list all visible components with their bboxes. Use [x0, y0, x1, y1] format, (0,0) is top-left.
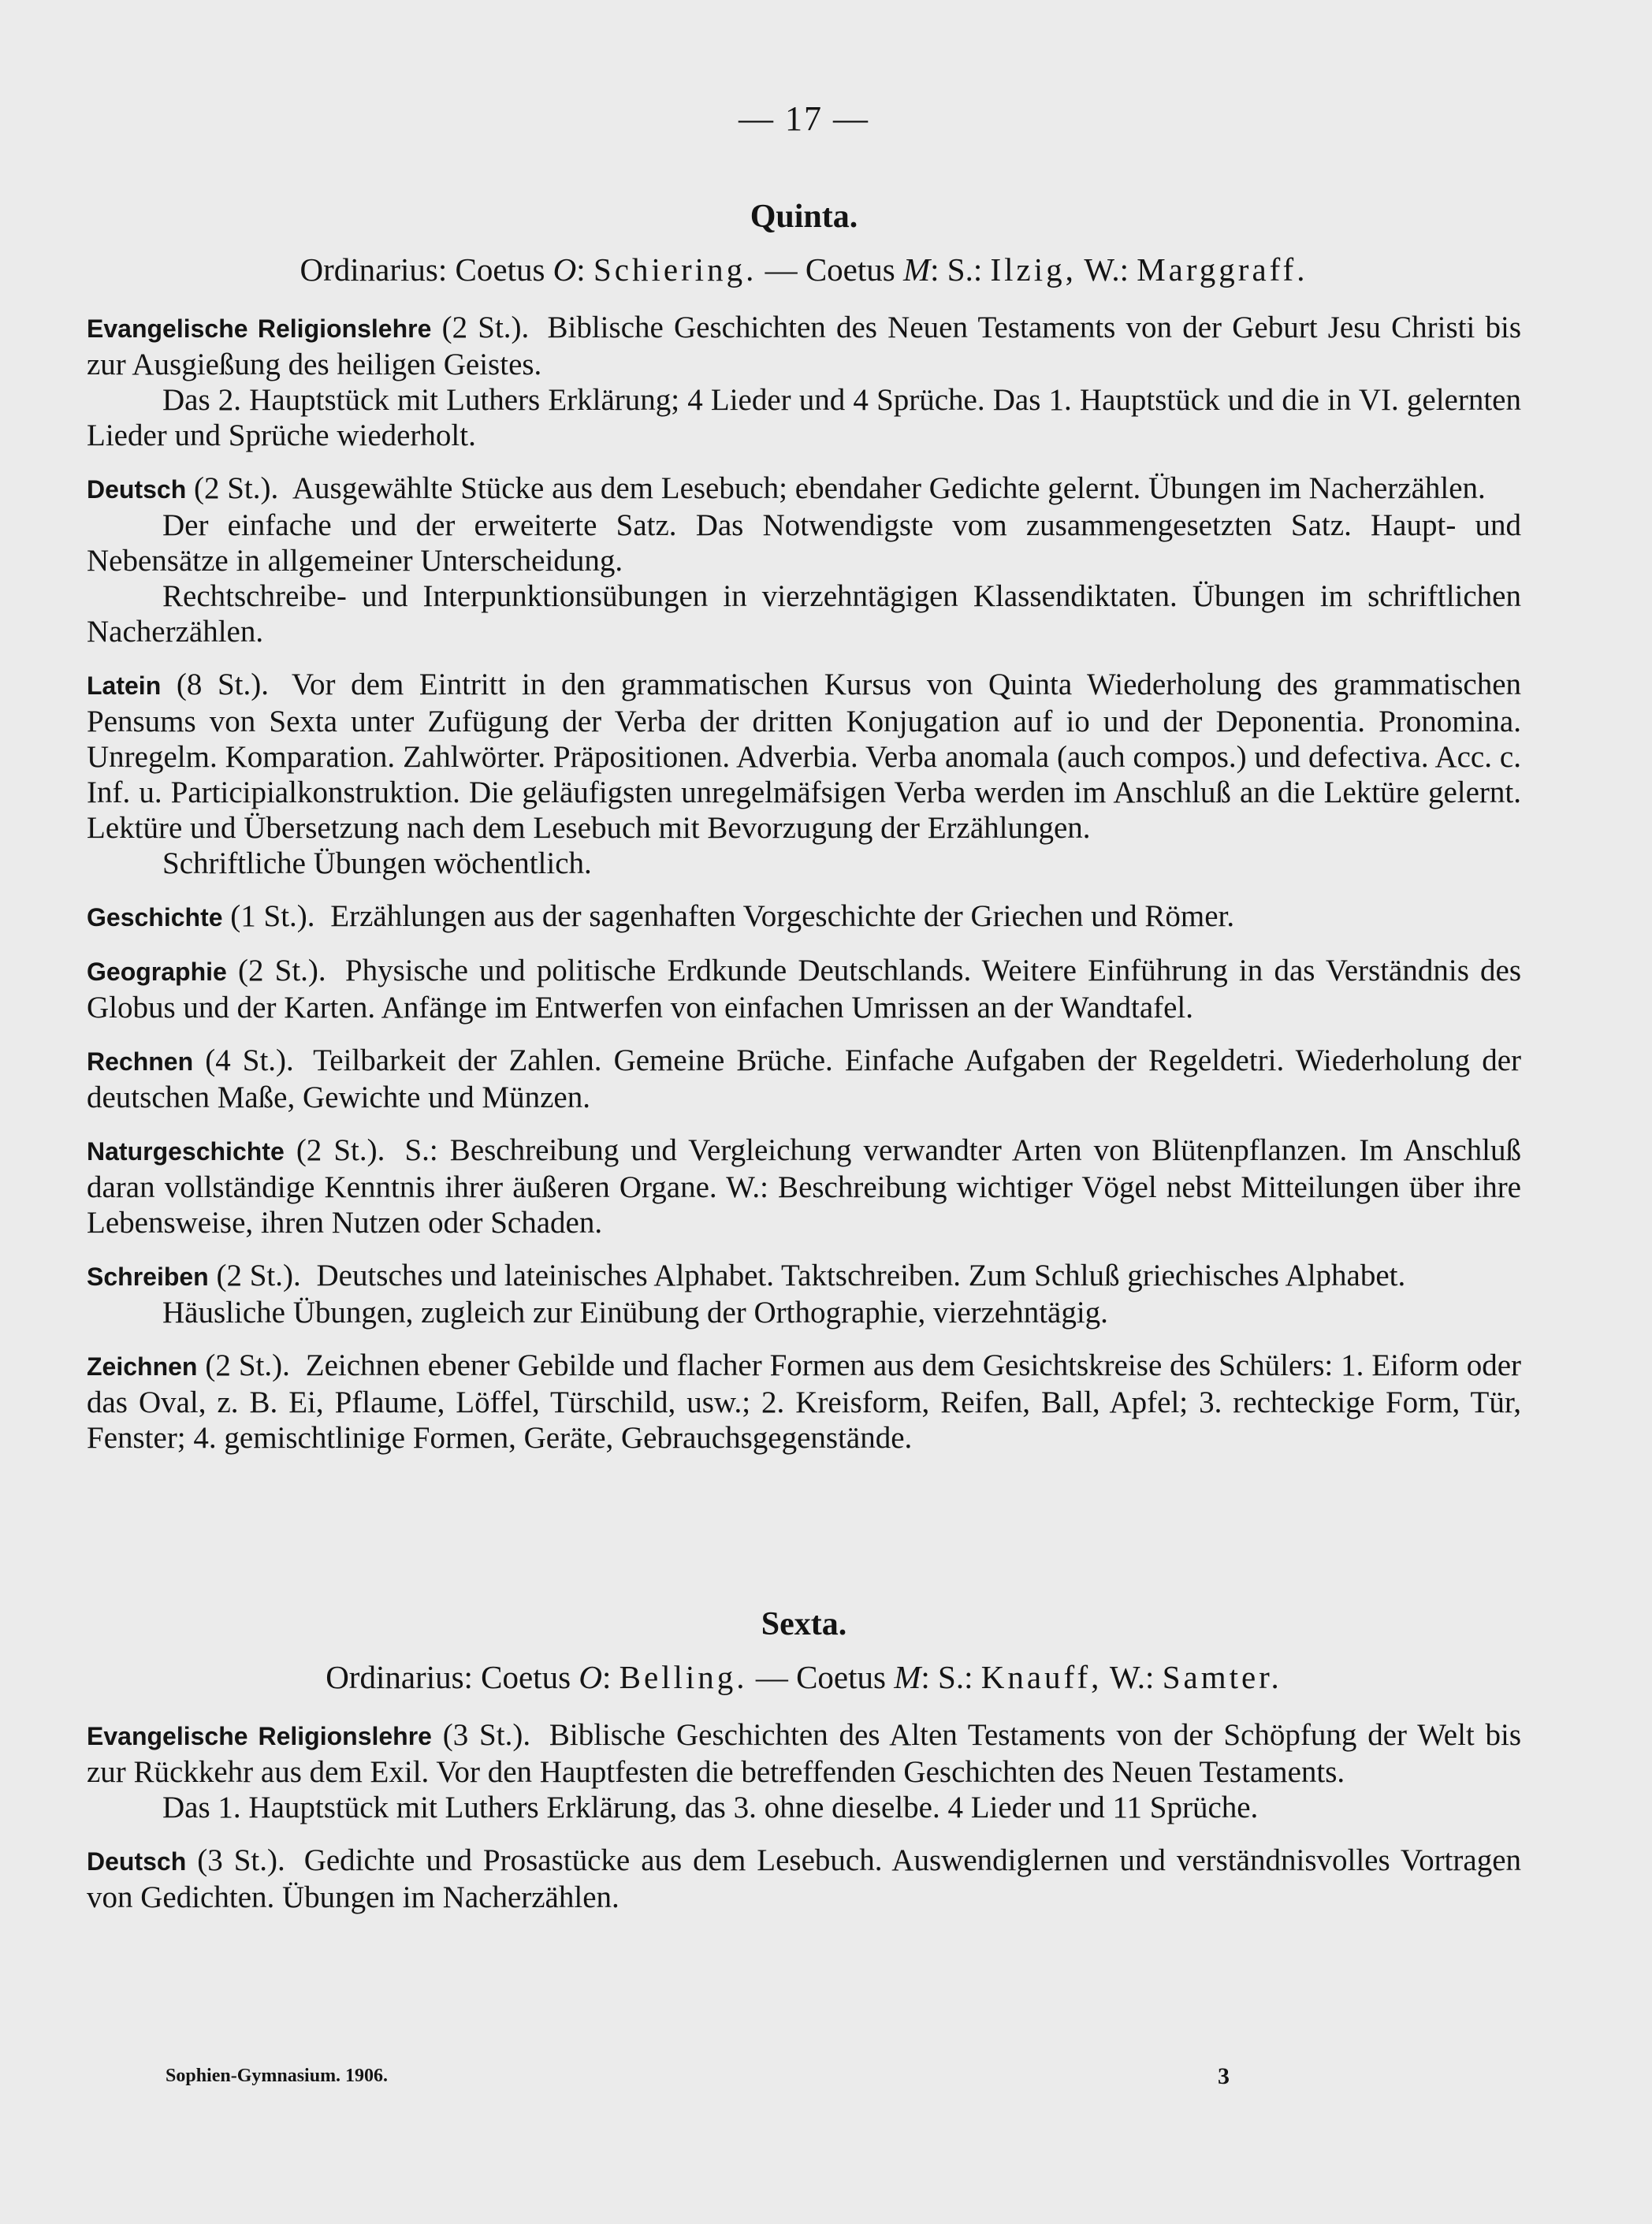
- ordinarius-prefix: Ordinarius: Coetus: [326, 1659, 579, 1695]
- subject-hours: (1 St.).: [230, 899, 315, 933]
- subject-block: [87, 1043, 1521, 1115]
- ordinarius-line: Ordinarius: Coetus O: Belling. — Coetus M: S.: Knauff, W.: Samter.: [326, 1659, 1282, 1695]
- section-0: [87, 199, 1521, 1456]
- subject-paragraph: [87, 1348, 1521, 1456]
- page-content: [87, 101, 1521, 1932]
- subject-name: Deutsch: [87, 1847, 187, 1876]
- subject-name: Evangelische Religionslehre: [87, 314, 432, 343]
- ordinarius-mid: — Coetus: [757, 251, 903, 288]
- subject-hours: (2 St.).: [194, 471, 279, 505]
- subject-text: Erzählungen aus der sagenhaften Vorgeschichte der Griechen und Römer.: [330, 899, 1235, 933]
- subject-text: Ausgewählte Stücke aus dem Lesebuch; ebendaher Gedichte gelernt. Übungen im Nacherzählen.: [292, 471, 1486, 505]
- subject-paragraph: [87, 1132, 1521, 1240]
- coetus-m-label: M: [894, 1659, 921, 1695]
- subject-paragraph: [87, 310, 1521, 382]
- subject-name: Rechnen: [87, 1047, 194, 1076]
- subject-hours: (2 St.).: [216, 1259, 301, 1292]
- subject-subparagraph: Das 2. Hauptstück mit Luthers Erklärung; 4 Lieder und 4 Sprüche. Das 1. Hauptstück und die in VI. gelernten Lieder und Sprüche wiederholt.: [87, 383, 1521, 452]
- subject-text: Teilbarkeit der Zahlen. Gemeine Brüche. Einfache Aufgaben der Regeldetri. Wiederholung der deutschen Maße, Gewichte und Münzen.: [87, 1043, 1522, 1114]
- subject-hours: (2 St.).: [441, 311, 530, 344]
- sections-container: [87, 199, 1521, 1915]
- subject-block: [87, 667, 1521, 881]
- subject-block: [87, 898, 1521, 935]
- subject-paragraph: [87, 898, 1521, 935]
- coetus-o-teacher: Schiering.: [593, 251, 757, 288]
- winter-teacher: Marggraff.: [1137, 251, 1308, 288]
- section-1: [87, 1607, 1521, 1915]
- subject-block: [87, 1717, 1521, 1825]
- subject-text: Zeichnen ebener Gebilde und flacher Formen aus dem Gesichtskreise des Schülers: 1. Eiform oder das Oval, z. B. Ei, Pflaume, Löffel, Türschild, usw.; 2. Kreisform, Reifen, Ball, Apfel; 3. rechteckige Form, Tür, Fenster; 4. gemischtlinige Formen, Geräte, Gebrauchsgegenstände.: [87, 1348, 1522, 1455]
- subject-name: Evangelische Religionslehre: [87, 1722, 432, 1750]
- ordinarius-prefix: Ordinarius: Coetus: [300, 251, 553, 288]
- coetus-o-label: O: [553, 251, 577, 288]
- subject-block: [87, 1843, 1521, 1915]
- page-number: — 17 —: [739, 99, 869, 138]
- subject-block: [87, 1258, 1521, 1330]
- subject-name: Geographie: [87, 958, 227, 986]
- subject-hours: (8 St.).: [176, 668, 269, 701]
- subject-name: Zeichnen: [87, 1352, 198, 1381]
- subject-text: Deutsches und lateinisches Alphabet. Taktschreiben. Zum Schluß griechisches Alphabet.: [316, 1259, 1406, 1292]
- subject-text: Biblische Geschichten des Neuen Testaments von der Geburt Jesu Christi bis zur Ausgießung des heiligen Geistes.: [87, 311, 1522, 381]
- summer-teacher: Knauff,: [980, 1659, 1103, 1695]
- winter-label: W.:: [1076, 251, 1137, 288]
- subject-text: Physische und politische Erdkunde Deutschlands. Weitere Einführung in das Verständnis des Globus und der Karten. Anfänge im Entwerfen von einfachen Umrissen an der Wandtafel.: [87, 954, 1522, 1025]
- coetus-o-label: O: [579, 1659, 602, 1695]
- subject-block: [87, 1348, 1521, 1456]
- subject-paragraph: [87, 470, 1521, 508]
- section-title: Sexta.: [761, 1606, 847, 1642]
- subject-block: [87, 470, 1521, 649]
- section-title: Quinta.: [750, 199, 858, 235]
- subject-block: [87, 1132, 1521, 1240]
- subject-paragraph: [87, 953, 1521, 1025]
- subject-hours: (3 St.).: [442, 1718, 531, 1752]
- ordinarius-line: Ordinarius: Coetus O: Schiering. — Coetus M: S.: Ilzig, W.: Marggraff.: [300, 251, 1308, 288]
- subject-subparagraph: Rechtschreibe- und Interpunktionsübungen in vierzehntägigen Klassendiktaten. Übungen im schriftlichen Nacherzählen.: [87, 579, 1521, 649]
- subject-subparagraph: Schriftliche Übungen wöchentlich.: [162, 846, 592, 880]
- subject-subparagraph: Häusliche Übungen, zugleich zur Einübung der Orthographie, vierzehntägig.: [162, 1296, 1108, 1330]
- winter-teacher: Samter.: [1162, 1659, 1282, 1695]
- winter-label: W.:: [1102, 1659, 1163, 1695]
- subject-paragraph: [87, 1258, 1521, 1295]
- section-gap: [87, 1473, 1521, 1607]
- subject-hours: (4 St.).: [205, 1043, 294, 1077]
- subject-subparagraph: Der einfache und der erweiterte Satz. Das Notwendigste vom zusammengesetzten Satz. Haupt- und Nebensätze in allgemeiner Unterscheidung.: [87, 508, 1521, 578]
- subject-block: [87, 953, 1521, 1025]
- page-footer: [166, 2059, 1230, 2094]
- ordinarius-m-rest: : S.:: [921, 1659, 981, 1695]
- summer-teacher: Ilzig,: [990, 251, 1077, 288]
- subject-text: Gedichte und Prosastücke aus dem Lesebuch. Auswendiglernen und verständnisvolles Vortragen von Gedichten. Übungen im Nacherzählen.: [87, 1843, 1521, 1914]
- footer-school: Sophien-Gymnasium. 1906.: [166, 2066, 389, 2086]
- subject-paragraph: [87, 1843, 1521, 1915]
- subject-subparagraph: Das 1. Hauptstück mit Luthers Erklärung, das 3. ohne dieselbe. 4 Lieder und 11 Sprüche.: [162, 1791, 1259, 1824]
- coetus-m-label: M: [902, 251, 931, 288]
- subject-block: [87, 310, 1521, 453]
- ordinarius-mid: — Coetus: [747, 1659, 895, 1695]
- footer-signature: 3: [1218, 2063, 1230, 2089]
- subject-hours: (2 St.).: [205, 1348, 290, 1382]
- subject-paragraph: [87, 1043, 1521, 1115]
- subject-name: Naturgeschichte: [87, 1137, 285, 1166]
- subject-paragraph: [87, 667, 1521, 846]
- subject-text: Biblische Geschichten des Alten Testaments von der Schöpfung der Welt bis zur Rückkehr aus dem Exil. Vor den Hauptfesten die betreffenden Geschichten des Neuen Testaments.: [87, 1718, 1522, 1789]
- subject-name: Schreiben: [87, 1263, 209, 1291]
- ordinarius-m-rest: : S.:: [930, 251, 991, 288]
- subject-name: Latein: [87, 671, 162, 700]
- subject-hours: (3 St.).: [197, 1843, 285, 1877]
- coetus-o-teacher: Belling.: [619, 1659, 748, 1695]
- subject-hours: (2 St.).: [238, 954, 326, 987]
- subject-hours: (2 St.).: [296, 1133, 385, 1167]
- subject-name: Geschichte: [87, 903, 223, 932]
- subject-name: Deutsch: [87, 475, 187, 504]
- subject-text: S.: Beschreibung und Vergleichung verwandter Arten von Blütenpflanzen. Im Anschluß daran vollständige Kenntnis ihrer äußeren Organe. W.: Beschreibung wichtiger Vögel nebst Mitteilungen über ihre Lebensweise, ihren Nutzen oder Schaden.: [87, 1133, 1522, 1240]
- subject-paragraph: [87, 1717, 1521, 1790]
- subject-text: Vor dem Eintritt in den grammatischen Kursus von Quinta Wiederholung des grammatischen Pensums von Sexta unter Zufügung der Verba der dritten Konjugation auf io und der Deponentia. Pronomina. Unregelm. Komparation. Zahlwörter. Präpositionen. Adverbia. Verba anomala (auch compos.) und defectiva. Acc. c. Inf. u. Participialkonstruktion. Die geläufigsten unregelmäfsigen Verba werden im Anschluß an die Lektüre gelernt. Lektüre und Übersetzung nach dem Lesebuch mit Bevorzugung der Erzählungen.: [87, 668, 1522, 845]
